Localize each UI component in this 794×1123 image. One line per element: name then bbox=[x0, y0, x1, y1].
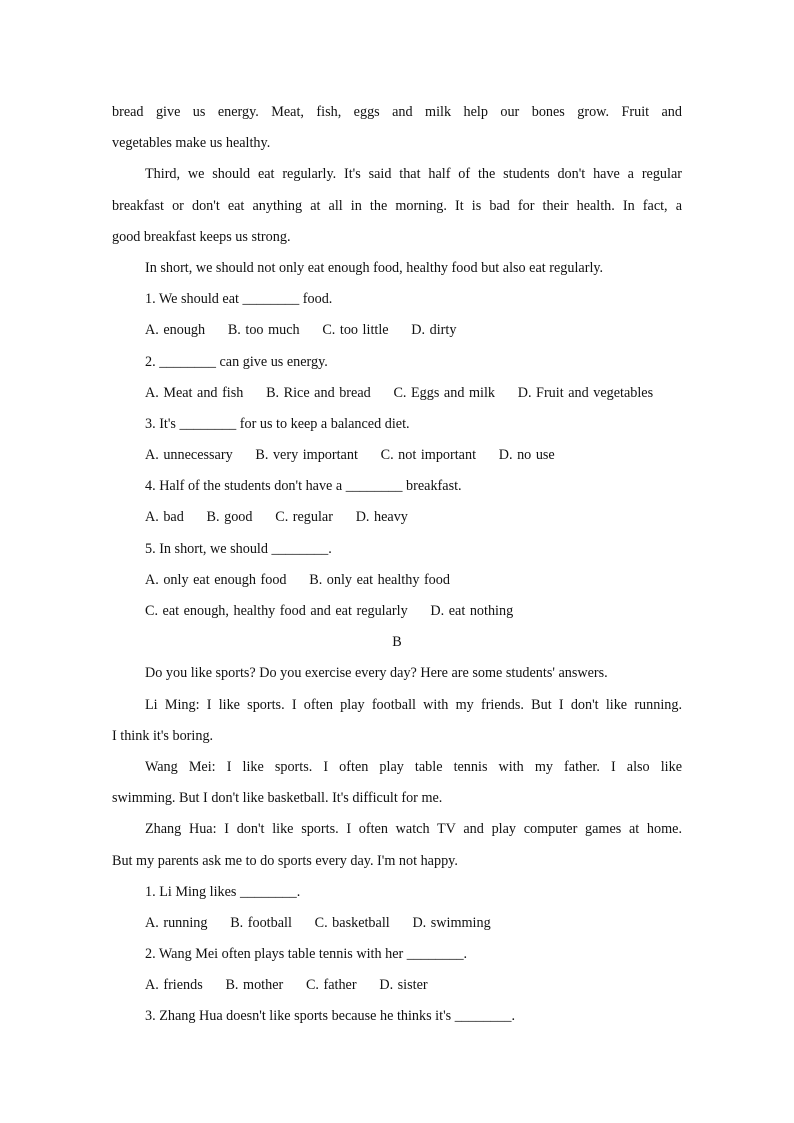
question-b1-options: A. running B. football C. basketball D. swimming bbox=[145, 914, 491, 931]
document-page bbox=[112, 97, 682, 1033]
paragraph-line: But my parents ask me to do sports every day. I'm not happy. bbox=[112, 852, 458, 869]
question-2: 2. ________ can give us energy. bbox=[145, 353, 328, 370]
paragraph-line: breakfast or don't eat anything at all in the morning. It is bad for their health. In fact, a bbox=[112, 197, 682, 214]
paragraph-line: good breakfast keeps us strong. bbox=[112, 228, 291, 245]
question-1: 1. We should eat ________ food. bbox=[145, 291, 333, 308]
paragraph-line: vegetables make us healthy. bbox=[112, 135, 271, 152]
question-b2-options: A. friends B. mother C. father D. sister bbox=[145, 977, 428, 994]
question-2-options: A. Meat and fish B. Rice and bread C. Eggs and milk D. Fruit and vegetables bbox=[145, 384, 654, 401]
question-b2: 2. Wang Mei often plays table tennis with her ________. bbox=[145, 946, 468, 963]
question-b1: 1. Li Ming likes ________. bbox=[145, 883, 301, 900]
paragraph-line: Wang Mei: I like sports. I often play table tennis with my father. I also like bbox=[145, 758, 682, 775]
paragraph-line: Zhang Hua: I don't like sports. I often watch TV and play computer games at home. bbox=[145, 821, 682, 838]
question-1-options: A. enough B. too much C. too little D. dirty bbox=[145, 322, 457, 339]
section-heading: B bbox=[392, 634, 402, 651]
paragraph-line: Li Ming: I like sports. I often play football with my friends. But I don't like running. bbox=[145, 696, 682, 713]
paragraph-line: Do you like sports? Do you exercise every day? Here are some students' answers. bbox=[145, 665, 608, 682]
paragraph-line: In short, we should not only eat enough food, healthy food but also eat regularly. bbox=[145, 259, 604, 276]
question-5: 5. In short, we should ________. bbox=[145, 540, 332, 557]
question-4-options: A. bad B. good C. regular D. heavy bbox=[145, 509, 408, 526]
paragraph-line: Third, we should eat regularly. It's said that half of the students don't have a regular bbox=[145, 166, 682, 183]
paragraph-line: I think it's boring. bbox=[112, 727, 214, 744]
question-3-options: A. unnecessary B. very important C. not important D. no use bbox=[145, 447, 555, 464]
paragraph-line: swimming. But I don't like basketball. It's difficult for me. bbox=[112, 790, 443, 807]
question-4: 4. Half of the students don't have a ________ breakfast. bbox=[145, 478, 462, 495]
question-3: 3. It's ________ for us to keep a balanced diet. bbox=[145, 415, 410, 432]
question-b3: 3. Zhang Hua doesn't like sports because he thinks it's ________. bbox=[145, 1008, 515, 1025]
question-5-options-row-1: A. only eat enough food B. only eat healthy food bbox=[145, 571, 450, 588]
question-5-options-row-2: C. eat enough, healthy food and eat regularly D. eat nothing bbox=[145, 603, 514, 619]
paragraph-line: bread give us energy. Meat, fish, eggs and milk help our bones grow. Fruit and bbox=[112, 104, 682, 120]
